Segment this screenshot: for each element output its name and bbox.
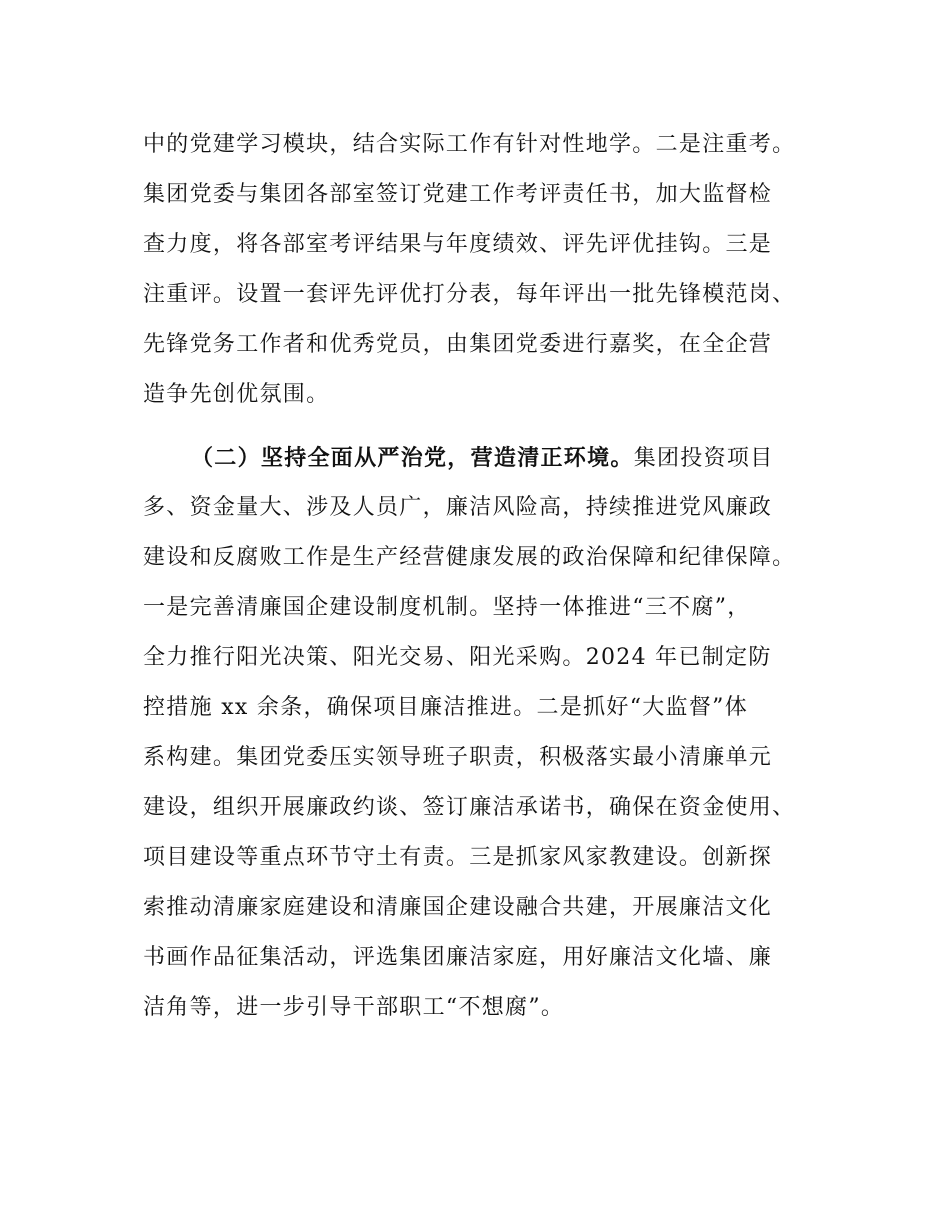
paragraph-2-line-7: 系构建。集团党委压实领导班子职责，积极落实最小清廉单元	[143, 745, 773, 770]
paragraph-2-line-9: 项目建设等重点环节守土有责。三是抓家风家教建设。创新探	[143, 845, 773, 870]
paragraph-2-line-5: 全力推行阳光决策、阳光交易、阳光采购。2024 年已制定防	[143, 645, 772, 670]
paragraph-1-line-5: 先锋党务工作者和优秀党员，由集团党委进行嘉奖，在全企营	[143, 332, 773, 357]
section-heading: （二）坚持全面从严治党，营造清正环境。	[191, 445, 634, 471]
paragraph-2-line-12: 洁角等，进一步引导干部职工“不想腐”。	[143, 995, 565, 1020]
paragraph-2-line-11: 书画作品征集活动，评选集团廉洁家庭，用好廉洁文化墙、廉	[143, 945, 773, 970]
paragraph-1-line-2: 集团党委与集团各部室签订党建工作考评责任书，加大监督检	[143, 182, 773, 207]
paragraph-1-line-4: 注重评。设置一套评先评优打分表，每年评出一批先锋模范岗、	[143, 282, 796, 307]
paragraph-2-line-1	[191, 443, 774, 473]
paragraph-1-line-6: 造争先创优氛围。	[143, 382, 330, 407]
paragraph-2-line-6: 控措施 xx 余条，确保项目廉洁推进。二是抓好“大监督”体	[143, 695, 748, 720]
paragraph-2-line-4: 一是完善清廉国企建设制度机制。坚持一体推进“三不腐”，	[143, 595, 751, 620]
paragraph-1-line-3: 查力度，将各部室考评结果与年度绩效、评先评优挂钩。三是	[143, 232, 773, 257]
paragraph-2-line-2: 多、资金量大、涉及人员广，廉洁风险高，持续推进党风廉政	[143, 495, 773, 520]
paragraph-2-line-1-rest: 集团投资项目	[633, 446, 774, 471]
paragraph-2-line-3: 建设和反腐败工作是生产经营健康发展的政治保障和纪律保障。	[143, 545, 796, 570]
paragraph-2-line-8: 建设，组织开展廉政约谈、签订廉洁承诺书，确保在资金使用、	[143, 795, 796, 820]
paragraph-2-line-10: 索推动清廉家庭建设和清廉国企建设融合共建，开展廉洁文化	[143, 895, 773, 920]
paragraph-1-line-1: 中的党建学习模块，结合实际工作有针对性地学。二是注重考。	[143, 132, 796, 157]
